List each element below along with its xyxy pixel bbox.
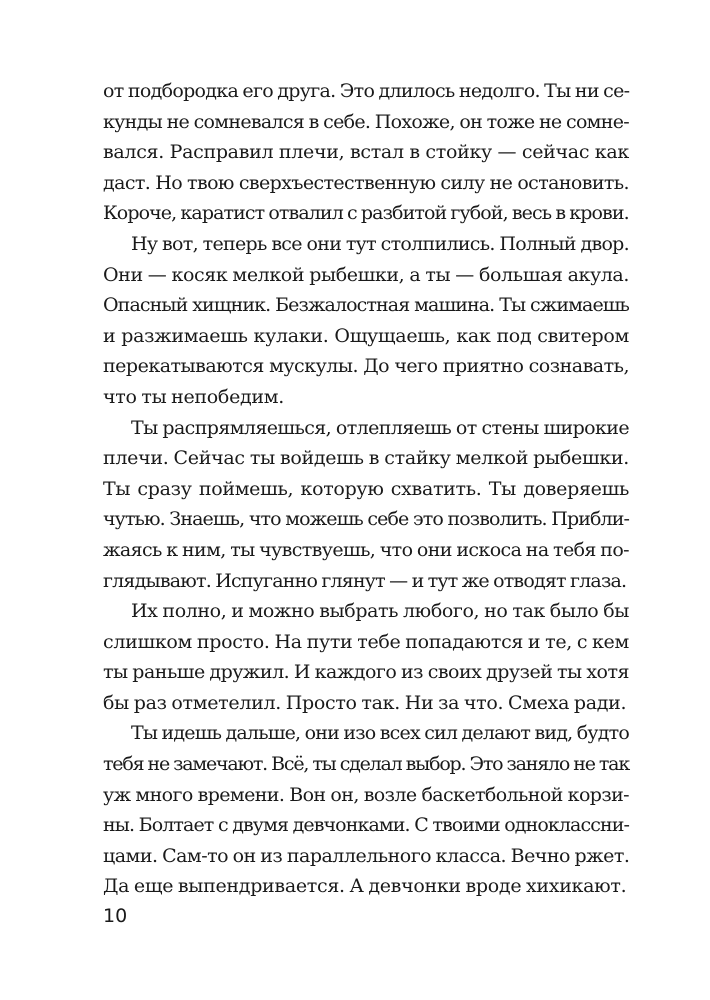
text-line: бы раз отметелил. Просто так. Ни за что. Смеха ради.: [103, 691, 627, 714]
text-line: Их полно, и можно выбрать любого, но так было бы: [131, 600, 629, 623]
text-line: уж много времени. Вон он, возле баскетбольной корзи-: [103, 783, 629, 806]
text-line: Ну вот, теперь все они тут столпились. Полный двор.: [131, 232, 629, 255]
text-line: плечи. Сейчас ты войдешь в стайку мелкой рыбешки.: [103, 447, 629, 470]
body-text: [103, 76, 629, 902]
paragraph-3: [103, 413, 629, 597]
text-line: что ты непобедим.: [103, 385, 284, 408]
text-line: вался. Расправил плечи, встал в стойку — сейчас как: [103, 141, 629, 164]
text-line: Ты сразу поймешь, которую схватить. Ты доверяешь: [103, 477, 629, 500]
text-line: ты раньше дружил. И каждого из своих друзей ты хотя: [103, 661, 629, 684]
paragraph-4: [103, 596, 629, 718]
text-line: слишком просто. На пути тебе попадаются и те, с кем: [103, 630, 629, 653]
text-line: глядывают. Испуганно глянут — и тут же отводят глаза.: [103, 569, 627, 592]
paragraph-2: [103, 229, 629, 413]
text-line: Короче, каратист отвалил с разбитой губой, весь в крови.: [103, 202, 629, 225]
text-line: жаясь к ним, ты чувствуешь, что они искоса на тебя по-: [103, 538, 629, 561]
page-number: 10: [103, 905, 128, 927]
text-line: Ты идешь дальше, они изо всех сил делают вид, будто: [131, 722, 629, 745]
text-line: Да еще выпендривается. А девчонки вроде хихикают.: [103, 875, 627, 898]
text-line: и разжимаешь кулаки. Ощущаешь, как под свитером: [103, 324, 629, 347]
text-line: Опасный хищник. Безжалостная машина. Ты сжимаешь: [103, 294, 629, 317]
paragraph-5: [103, 718, 629, 902]
text-line: чутью. Знаешь, что можешь себе это позволить. Прибли-: [103, 508, 629, 531]
text-line: Они — косяк мелкой рыбешки, а ты — большая акула.: [103, 263, 629, 286]
text-line: от подбородка его друга. Это длилось недолго. Ты ни се-: [103, 80, 630, 102]
text-line: цами. Сам-то он из параллельного класса. Вечно ржет.: [103, 844, 630, 867]
text-line: Ты распрямляешься, отлепляешь от стены широкие: [131, 416, 629, 439]
text-line: даст. Но твою сверхъестественную силу не остановить.: [103, 171, 629, 194]
text-line: тебя не замечают. Всё, ты сделал выбор. Это заняло не так: [103, 753, 629, 776]
paragraph-1: [103, 76, 629, 229]
text-line: ны. Болтает с двумя девчонками. С твоими одноклассни-: [103, 814, 629, 837]
text-line: перекатываются мускулы. До чего приятно сознавать,: [103, 355, 629, 378]
text-line: кунды не сомневался в себе. Похоже, он тоже не сомне-: [103, 110, 629, 133]
